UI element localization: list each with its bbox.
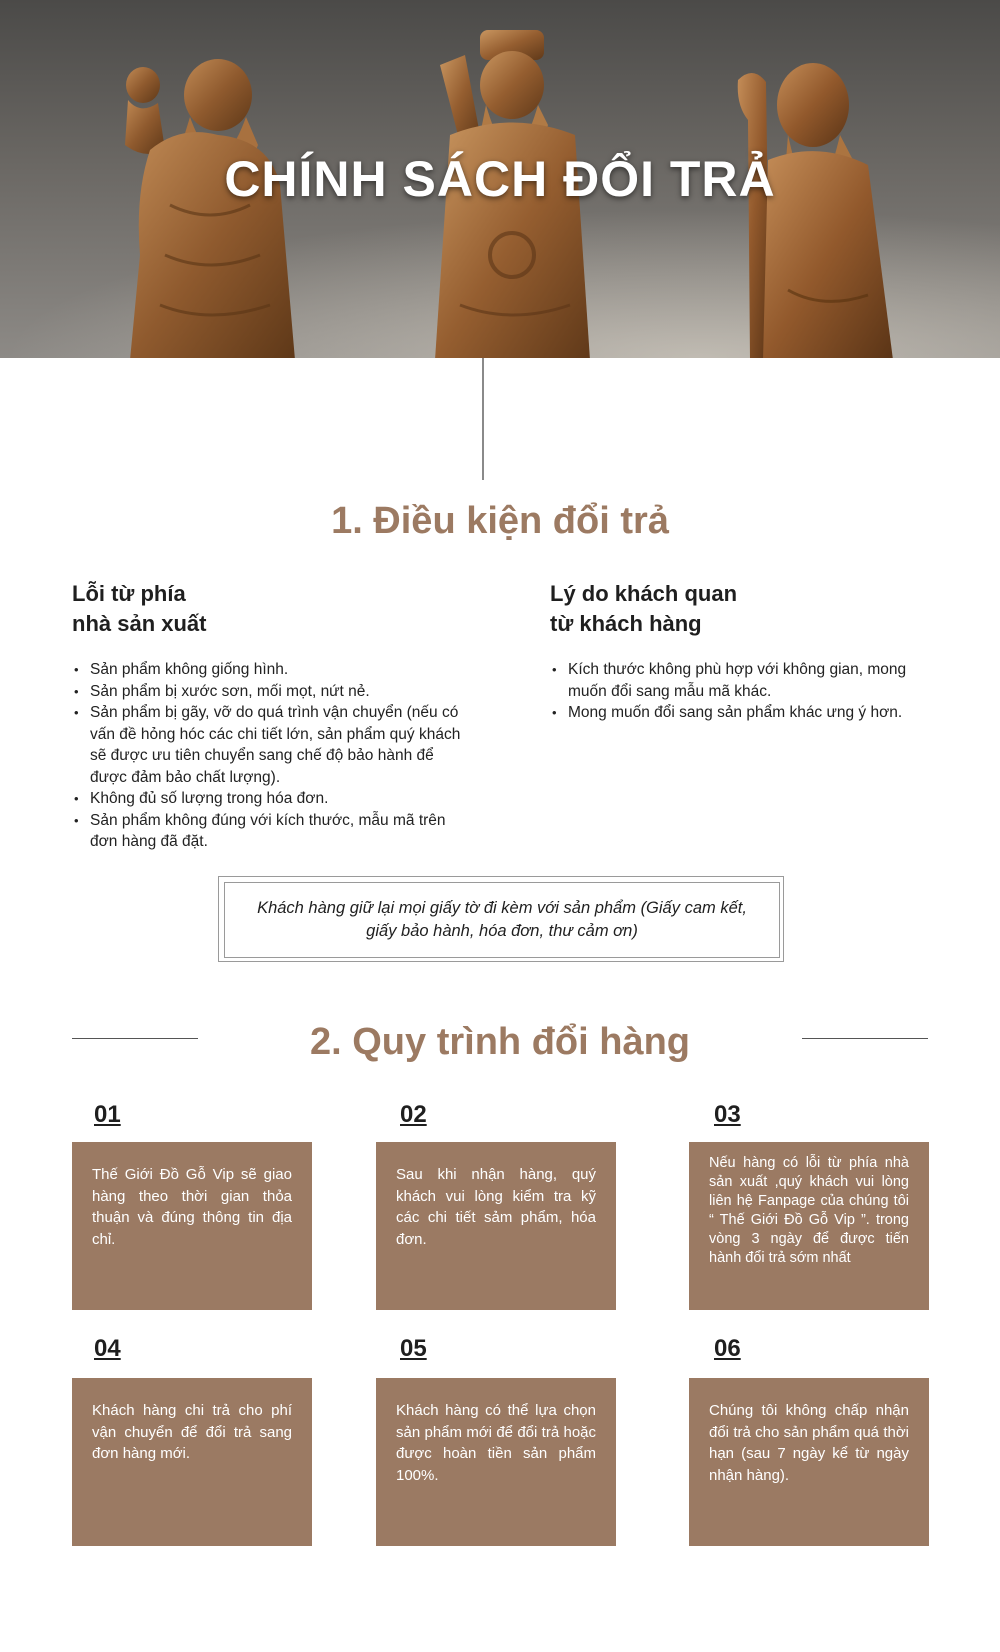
list-item: • Kích thước không phù hợp với không gian, mong muốn đổi sang mẫu mã khác. xyxy=(568,659,930,702)
step-card: Thế Giới Đồ Gỗ Vip sẽ giao hàng theo thời gian thỏa thuận và đúng thông tin địa chỉ. xyxy=(72,1142,312,1310)
step-card: Chúng tôi không chấp nhận đổi trả cho sản phẩm quá thời hạn (sau 7 ngày kể từ ngày nhận hàng). xyxy=(689,1378,929,1546)
manufacturer-heading: Lỗi từ phía nhà sản xuất xyxy=(72,581,207,636)
list-item: • Mong muốn đổi sang sản phẩm khác ưng ý hơn. xyxy=(568,702,930,724)
divider-vertical xyxy=(482,358,484,480)
customer-heading: Lý do khách quan từ khách hàng xyxy=(550,581,738,636)
hero-banner xyxy=(0,0,1000,358)
conditions-title: 1. Điều kiện đổi trả xyxy=(331,500,669,542)
list-item: • Sản phẩm bị gãy, vỡ do quá trình vận chuyển (nếu có vấn đề hỏng hóc các chi tiết lớn, sản phẩm quý khách sẽ được ưu tiên chuyển sang chế độ bảo hành để được đảm bảo chất lượng). xyxy=(90,702,472,788)
list-item: • Sản phẩm không giống hình. xyxy=(90,659,472,681)
customer-column xyxy=(550,579,930,724)
list-item: • Sản phẩm bị xước sơn, mối mọt, nứt nẻ. xyxy=(90,681,472,703)
statue-right-image xyxy=(728,60,903,358)
step-number: 01 xyxy=(94,1101,121,1128)
step-number: 03 xyxy=(714,1101,741,1128)
list-item: • Sản phẩm không đúng với kích thước, mẫu mã trên đơn hàng đã đặt. xyxy=(90,810,472,853)
note-text: Khách hàng giữ lại mọi giấy tờ đi kèm với sản phẩm (Giấy cam kết, giấy bảo hành, hóa đơn, thư cảm ơn) xyxy=(224,882,780,958)
list-item: • Không đủ số lượng trong hóa đơn. xyxy=(90,788,472,810)
step-card: Nếu hàng có lỗi từ phía nhà sản xuất ,quý khách vui lòng liên hệ Fanpage của chúng tôi “ Thế Giới Đồ Gỗ Vip ”. trong vòng 3 ngày để được tiến hành đổi trả sớm nhất xyxy=(689,1142,929,1310)
page-title: CHÍNH SÁCH ĐỔI TRẢ xyxy=(224,151,776,207)
step-number: 02 xyxy=(400,1101,427,1128)
manufacturer-list xyxy=(72,659,472,853)
step-card: Khách hàng có thể lựa chọn sản phẩm mới để đổi trả hoặc được hoàn tiền sản phẩm 100%. xyxy=(376,1378,616,1546)
process-title: 2. Quy trình đổi hàng xyxy=(310,1021,690,1063)
customer-list xyxy=(550,659,930,724)
step-number: 05 xyxy=(400,1335,427,1362)
step-number: 04 xyxy=(94,1335,121,1362)
manufacturer-column xyxy=(72,579,472,853)
step-card: Khách hàng chi trả cho phí vận chuyển để đổi trả sang đơn hàng mới. xyxy=(72,1378,312,1546)
step-number: 06 xyxy=(714,1335,741,1362)
step-card: Sau khi nhận hàng, quý khách vui lòng kiểm tra kỹ các chi tiết sảm phẩm, hóa đơn. xyxy=(376,1142,616,1310)
